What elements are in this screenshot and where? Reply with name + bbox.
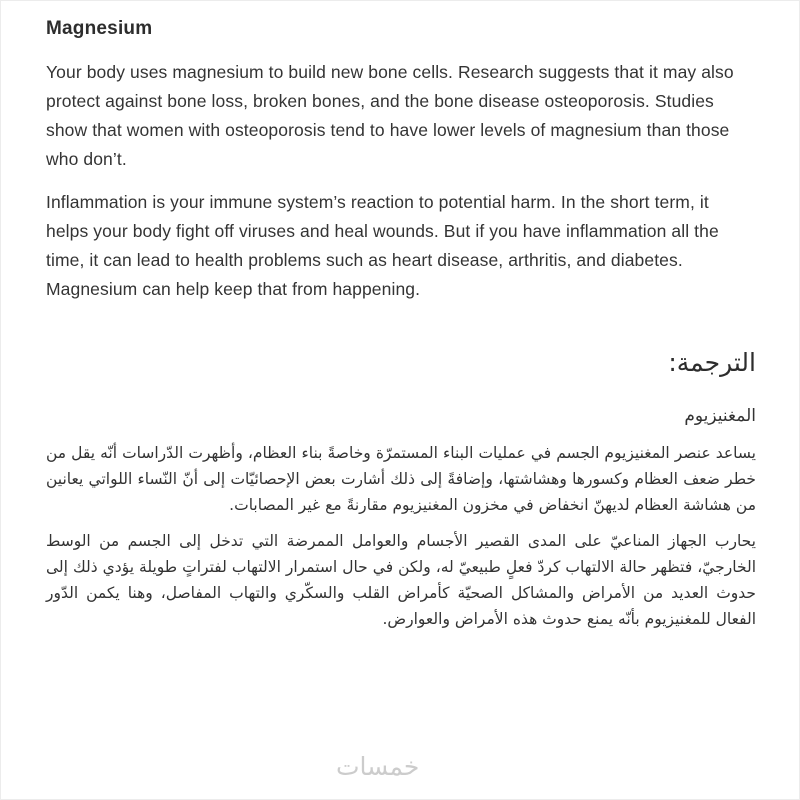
english-title: Magnesium: [46, 18, 153, 39]
khamsat-watermark: خمسات: [336, 752, 420, 781]
english-paragraph-2: Inflammation is your immune system’s reaction to potential harm. In the short term, it helps your body fight off viruses and heal wounds. But if you have inflammation all the time, it can lead to health problems such as heart disease, arthritis, and diabetes. Magnesium can help keep that from happening.: [46, 192, 719, 299]
arabic-translation-section: [46, 346, 756, 632]
arabic-paragraph-2: يحارب الجهاز المناعيّ على المدى القصير الأجسام والعوامل الممرضة التي تدخل إلى الجسم من الوسط الخارجيّ، فتظهر حالة الالتهاب كردّ فعلٍ طبيعيّ له، ولكن في حال استمرار الالتهاب لفتراتٍ طويلة يؤدي ذلك إلى حدوث العديد من الأمراض والمشاكل الصحيّة كأمراض القلب والسكّري والتهاب المفاصل، وهنا يكمن الدّور الفعال للمغنيزيوم بأنّه يمنع حدوث هذه الأمراض والعوارض.: [46, 532, 756, 628]
translation-heading: الترجمة:: [668, 348, 756, 377]
english-paragraph-1: Your body uses magnesium to build new bone cells. Research suggests that it may also protect against bone loss, broken bones, and the bone disease osteoporosis. Studies show that women with osteoporosis tend to have lower levels of magnesium than those who don’t.: [46, 62, 734, 169]
arabic-paragraph-1: يساعد عنصر المغنيزيوم الجسم في عمليات البناء المستمرّة وخاصةً بناء العظام، وأظهرت الدّراسات أنّه يقل من خطر ضعف العظام وكسورها وهشاشتها، وإضافةً إلى ذلك أشارت بعض الإحصائيّات إلى أنّ النّساء اللواتي يعانين من هشاشة العظام لديهنّ انخفاض في مخزون المغنيزيوم مقارنةً مع غير المصابات.: [46, 444, 756, 514]
arabic-subtitle-magnesium: المغنيزيوم: [684, 406, 756, 426]
